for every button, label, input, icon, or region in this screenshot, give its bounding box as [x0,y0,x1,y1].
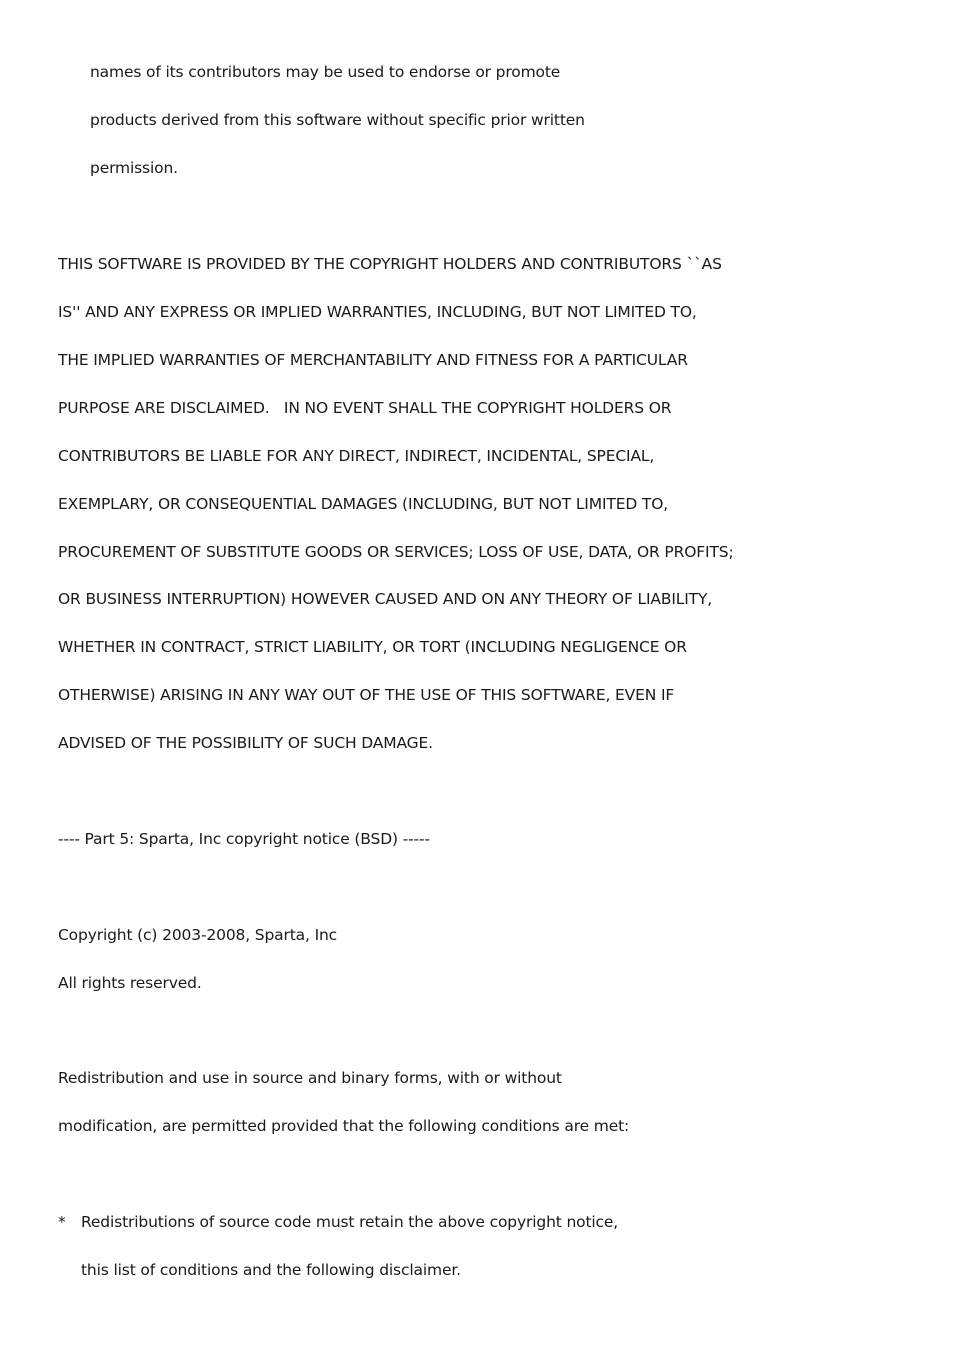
disclaimer-line: CONTRIBUTORS BE LIABLE FOR ANY DIRECT, INDIRECT, INCIDENTAL, SPECIAL, [58,447,655,465]
disclaimer-line: THIS SOFTWARE IS PROVIDED BY THE COPYRIGHT HOLDERS AND CONTRIBUTORS ``AS [58,255,722,273]
disclaimer-line: EXEMPLARY, OR CONSEQUENTIAL DAMAGES (INCLUDING, BUT NOT LIMITED TO, [58,495,669,513]
condition-bullet: * [58,1213,66,1231]
disclaimer-line: PROCUREMENT OF SUBSTITUTE GOODS OR SERVICES; LOSS OF USE, DATA, OR PROFITS; [58,543,734,561]
redistribution-line: modification, are permitted provided that the following conditions are met: [58,1117,630,1135]
copyright-line: All rights reserved. [58,974,202,992]
condition-line: Redistributions of source code must retain the above copyright notice, [81,1213,619,1231]
disclaimer-line: ADVISED OF THE POSSIBILITY OF SUCH DAMAGE. [58,734,433,752]
redistribution-line: Redistribution and use in source and binary forms, with or without [58,1069,562,1087]
disclaimer-line: IS'' AND ANY EXPRESS OR IMPLIED WARRANTIES, INCLUDING, BUT NOT LIMITED TO, [58,303,697,321]
disclaimer-line: WHETHER IN CONTRACT, STRICT LIABILITY, OR TORT (INCLUDING NEGLIGENCE OR [58,638,687,656]
part-heading: ---- Part 5: Sparta, Inc copyright notice (BSD) ----- [58,830,430,848]
disclaimer-line: OR BUSINESS INTERRUPTION) HOWEVER CAUSED AND ON ANY THEORY OF LIABILITY, [58,590,713,608]
copyright-line: Copyright (c) 2003-2008, Sparta, Inc [58,926,338,944]
condition-line: this list of conditions and the following disclaimer. [81,1261,461,1279]
clause-continuation-line: products derived from this software without specific prior written [90,111,585,129]
disclaimer-line: THE IMPLIED WARRANTIES OF MERCHANTABILITY AND FITNESS FOR A PARTICULAR [58,351,688,369]
disclaimer-line: PURPOSE ARE DISCLAIMED. IN NO EVENT SHALL THE COPYRIGHT HOLDERS OR [58,399,672,417]
clause-continuation-line: permission. [90,159,178,177]
clause-continuation-line: names of its contributors may be used to endorse or promote [90,63,561,81]
disclaimer-line: OTHERWISE) ARISING IN ANY WAY OUT OF THE USE OF THIS SOFTWARE, EVEN IF [58,686,675,704]
